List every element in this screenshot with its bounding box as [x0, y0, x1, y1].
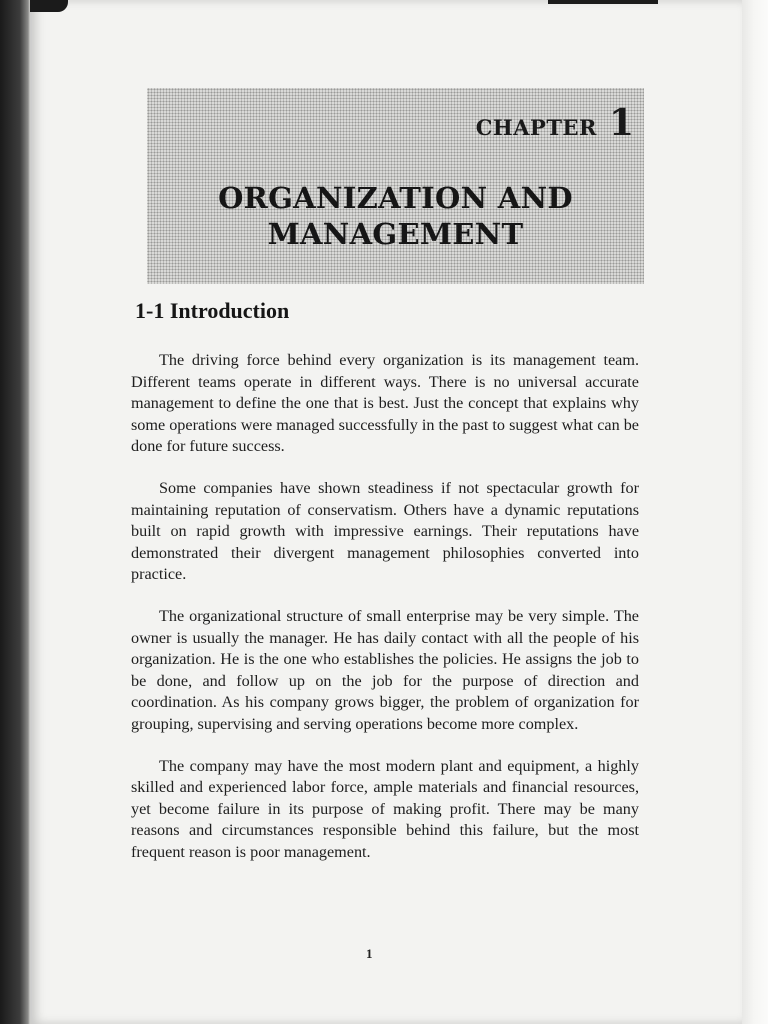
chapter-label: [476, 102, 634, 144]
book-page: [30, 0, 742, 1024]
scan-right-edge: [742, 0, 768, 1024]
scan-top-mark: [548, 0, 658, 4]
scan-left-edge: [0, 0, 30, 1024]
scan-corner-mark: [30, 0, 68, 12]
paragraph: The driving force behind every organization is its management team. Different teams operate in different ways. There is no universal accurate management to define the one that is best. Just the concept that explains why some operations were managed successfully in the past to suggest what can be done for future success.: [131, 351, 639, 456]
paragraph: Some companies have shown steadiness if not spectacular growth for maintaining reputation of conservatism. Others have a dynamic reputations built on rapid growth with impressive earnings. Their reputations have demonstrated their divergent management philosophies converted into practice.: [131, 478, 639, 584]
chapter-title-line-2: MANAGEMENT: [267, 217, 524, 251]
chapter-header-box: [147, 88, 644, 284]
section-heading: 1-1 Introduction: [135, 298, 290, 323]
chapter-number: 1: [608, 102, 634, 144]
chapter-word: CHAPTER: [475, 115, 597, 140]
paragraph: The company may have the most modern plant and equipment, a highly skilled and experienced labor force, ample materials and financial resources, yet become failure in its purpose of making profit. There may be many reasons and circumstances responsible behind this failure, but the most frequent reason is poor management.: [131, 756, 639, 861]
page-number: 1: [366, 946, 373, 961]
chapter-title: [147, 180, 644, 252]
body-text: [131, 350, 639, 883]
paragraph: The organizational structure of small enterprise may be very simple. The owner is usually the manager. He has daily contact with all the people of his organization. He is the one who establishes the policies. He assigns the job to be done, and follow up on the job for the purpose of direction and coordination. As his company grows bigger, the problem of organization for grouping, supervising and serving operations become more complex.: [131, 606, 639, 733]
chapter-title-line-1: ORGANIZATION AND: [218, 181, 573, 215]
